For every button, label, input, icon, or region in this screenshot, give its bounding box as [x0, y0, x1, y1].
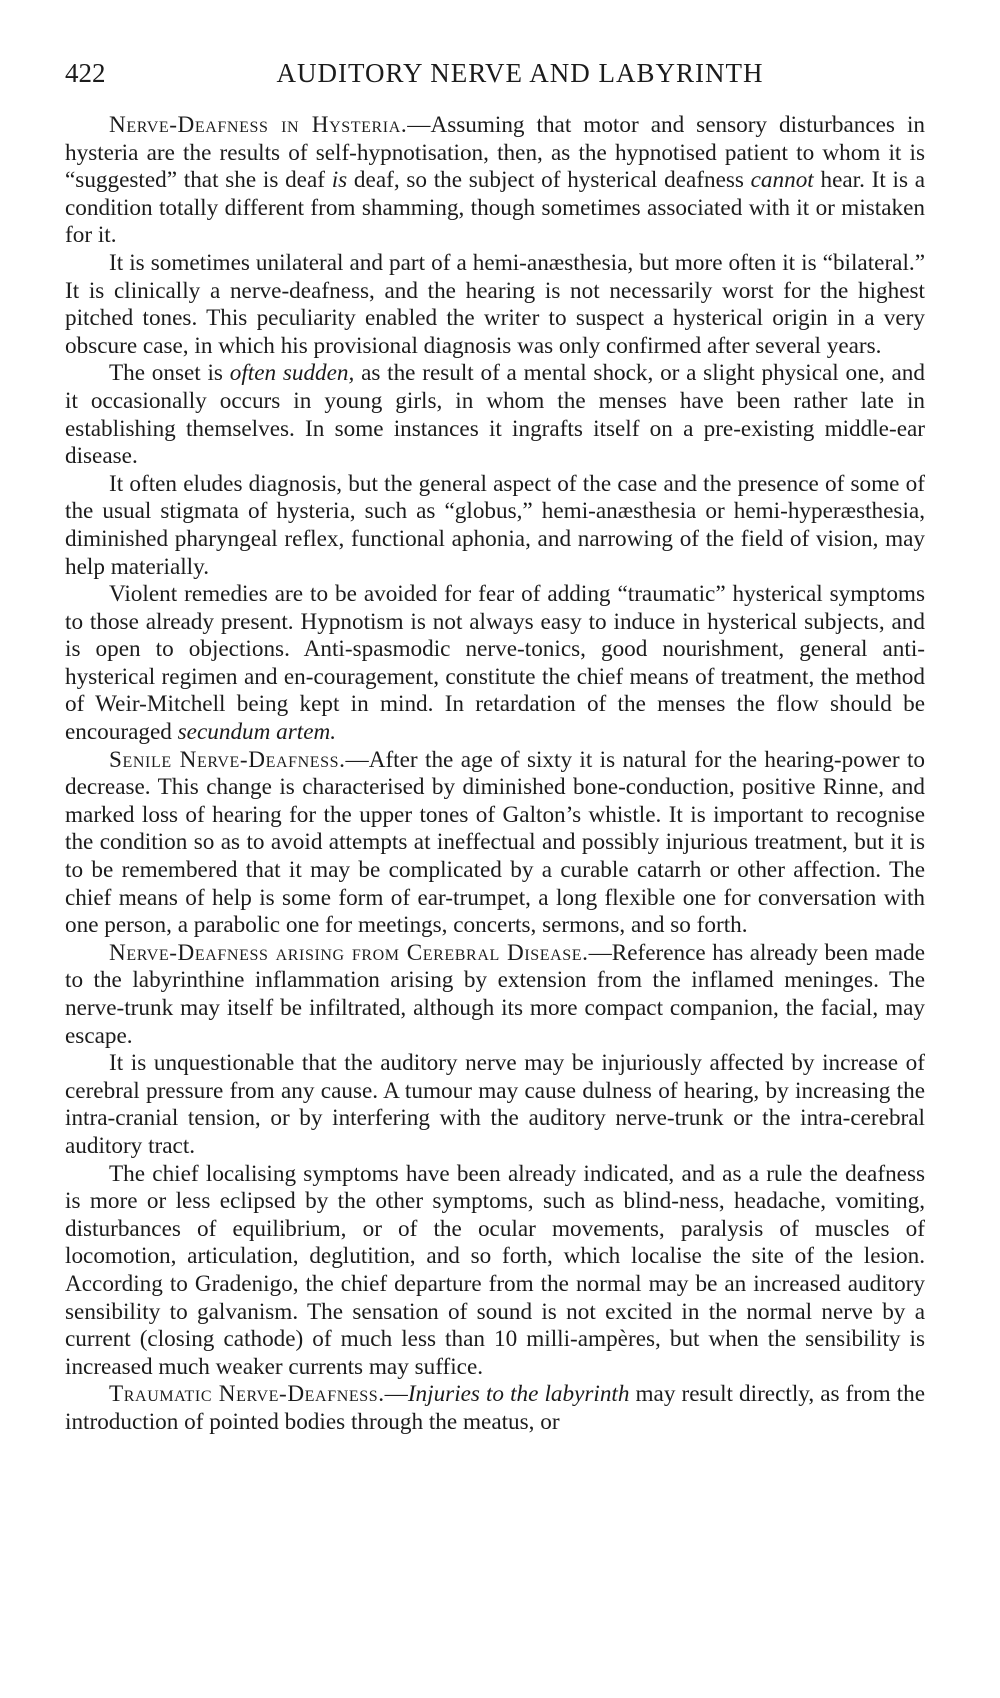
section-heading: Nerve-Deafness arising from Cerebral Disease.	[109, 939, 589, 966]
italic-text: is	[331, 167, 348, 194]
text-segment: It is sometimes unilateral and part of a hemi-anæsthesia, but more often it is “bilateral.” It is clinically a nerve-deafness, and the hearing is not necessarily worst for the highest pitched tones. This peculiarity enabled the writer to suspect a hysterical origin in a very obscure case, in which his provisional diagnosis was only confirmed after several years.	[65, 249, 925, 359]
text-segment: It often eludes diagnosis, but the general aspect of the case and the presence of some of the usual stigmata of hysteria, such as “globus,” hemi-anæsthesia or hemi-hyperæsthesia, diminished pharyngeal reflex, functional aphonia, and narrowing of the field of vision, may help materially.	[65, 470, 925, 580]
paragraph	[65, 1050, 925, 1160]
text-segment: may result directly, as from the introduction of pointed bodies through the meatus, or	[65, 1381, 925, 1435]
text-segment: as the result of a mental shock, or a slight physical one, and it occasionally occurs in young girls, in whom the menses have been rather late in establishing themselves. In some instances it ingrafts itself on a pre-existing middle-ear disease.	[65, 360, 925, 470]
paragraph	[65, 581, 925, 747]
paragraph	[65, 747, 925, 940]
paragraph	[65, 250, 925, 360]
text-segment: hear. It is a condition totally different from shamming, though sometimes associated with it or mistaken for it.	[65, 167, 926, 249]
text-segment: —	[384, 1381, 408, 1408]
text-segment: Violent remedies are to be avoided for fear of adding “traumatic” hysterical symptoms to those already present. Hypnotism is not always easy to induce in hysterical subjects, and is open to objections. Anti-spasmodic nerve-tonics, good nourishment, general anti-hysterical regimen and en-couragement, constitute the chief means of treatment, the method of Weir-Mitchell being kept in mind. In retardation of the menses the flow should be encouraged	[65, 581, 925, 746]
paragraph	[65, 1381, 925, 1436]
paragraph	[65, 112, 925, 250]
paragraph	[65, 360, 925, 470]
italic-text: cannot	[750, 167, 814, 194]
text-segment: The chief localising symptoms have been already indicated, and as a rule the deafness is more or less eclipsed by the other symptoms, such as blind-ness, headache, vomiting, disturbances of equilibrium, or of the ocular movements, paralysis of muscles of locomotion, articulation, deglutition, and so forth, which localise the site of the lesion. According to Gradenigo, the chief departure from the normal may be an increased auditory sensibility to galvanism. The sensation of sound is not excited in the normal nerve by a current (closing cathode) of much less than 10 milli-ampères, but when the sensibility is increased much weaker currents may suffice.	[65, 1160, 925, 1380]
text-segment: The onset is	[109, 360, 230, 387]
text-segment: It is unquestionable that the auditory nerve may be injuriously affected by increase of cerebral pressure from any cause. A tumour may cause dulness of hearing, by increasing the intra-cranial tension, or by interfering with the auditory nerve-trunk or the intra-cerebral auditory tract.	[65, 1050, 925, 1159]
page-header	[65, 58, 935, 98]
running-title: AUDITORY NERVE AND LABYRINTH	[276, 58, 764, 88]
text-segment: deaf, so the subject of hysterical deafness	[347, 167, 751, 194]
paragraph	[65, 1161, 925, 1382]
paragraph	[65, 940, 925, 1050]
text-segment: —Reference has already been made to the labyrinthine inflammation arising by extension from the inflamed meninges. The nerve-trunk may itself be infiltrated, although its more compact companion, the facial, may escape.	[65, 939, 925, 1049]
section-heading: Nerve-Deafness in Hysteria.	[109, 112, 408, 138]
italic-text: often sudden,	[229, 360, 355, 387]
italic-text: secundum artem.	[177, 719, 337, 746]
text-segment: —After the age of sixty it is natural for the hearing-power to decrease. This change is characterised by diminished bone-conduction, positive Rinne, and marked loss of hearing for the upper tones of Galton’s whistle. It is important to recognise the condition so as to avoid attempts at ineffectual and possibly injurious treatment, but it is to be remembered that it may be complicated by a curable catarrh or other affection. The chief means of help is some form of ear-trumpet, a long flexible one for conversation with one person, a parabolic one for meetings, concerts, sermons, and so forth.	[65, 746, 925, 939]
page-number: 422	[65, 58, 106, 88]
section-heading: Traumatic Nerve-Deafness.	[109, 1381, 385, 1408]
body-text	[65, 112, 925, 1437]
italic-text: Injuries to the labyrinth	[407, 1381, 630, 1408]
text-segment: —Assuming that motor and sensory disturbances in hysteria are the results of self-hypnotisation, then, as the hypnotised patient to whom it is “suggested” that she is deaf	[65, 112, 925, 194]
section-heading: Senile Nerve-Deafness.	[109, 746, 346, 773]
paragraph	[65, 471, 925, 581]
